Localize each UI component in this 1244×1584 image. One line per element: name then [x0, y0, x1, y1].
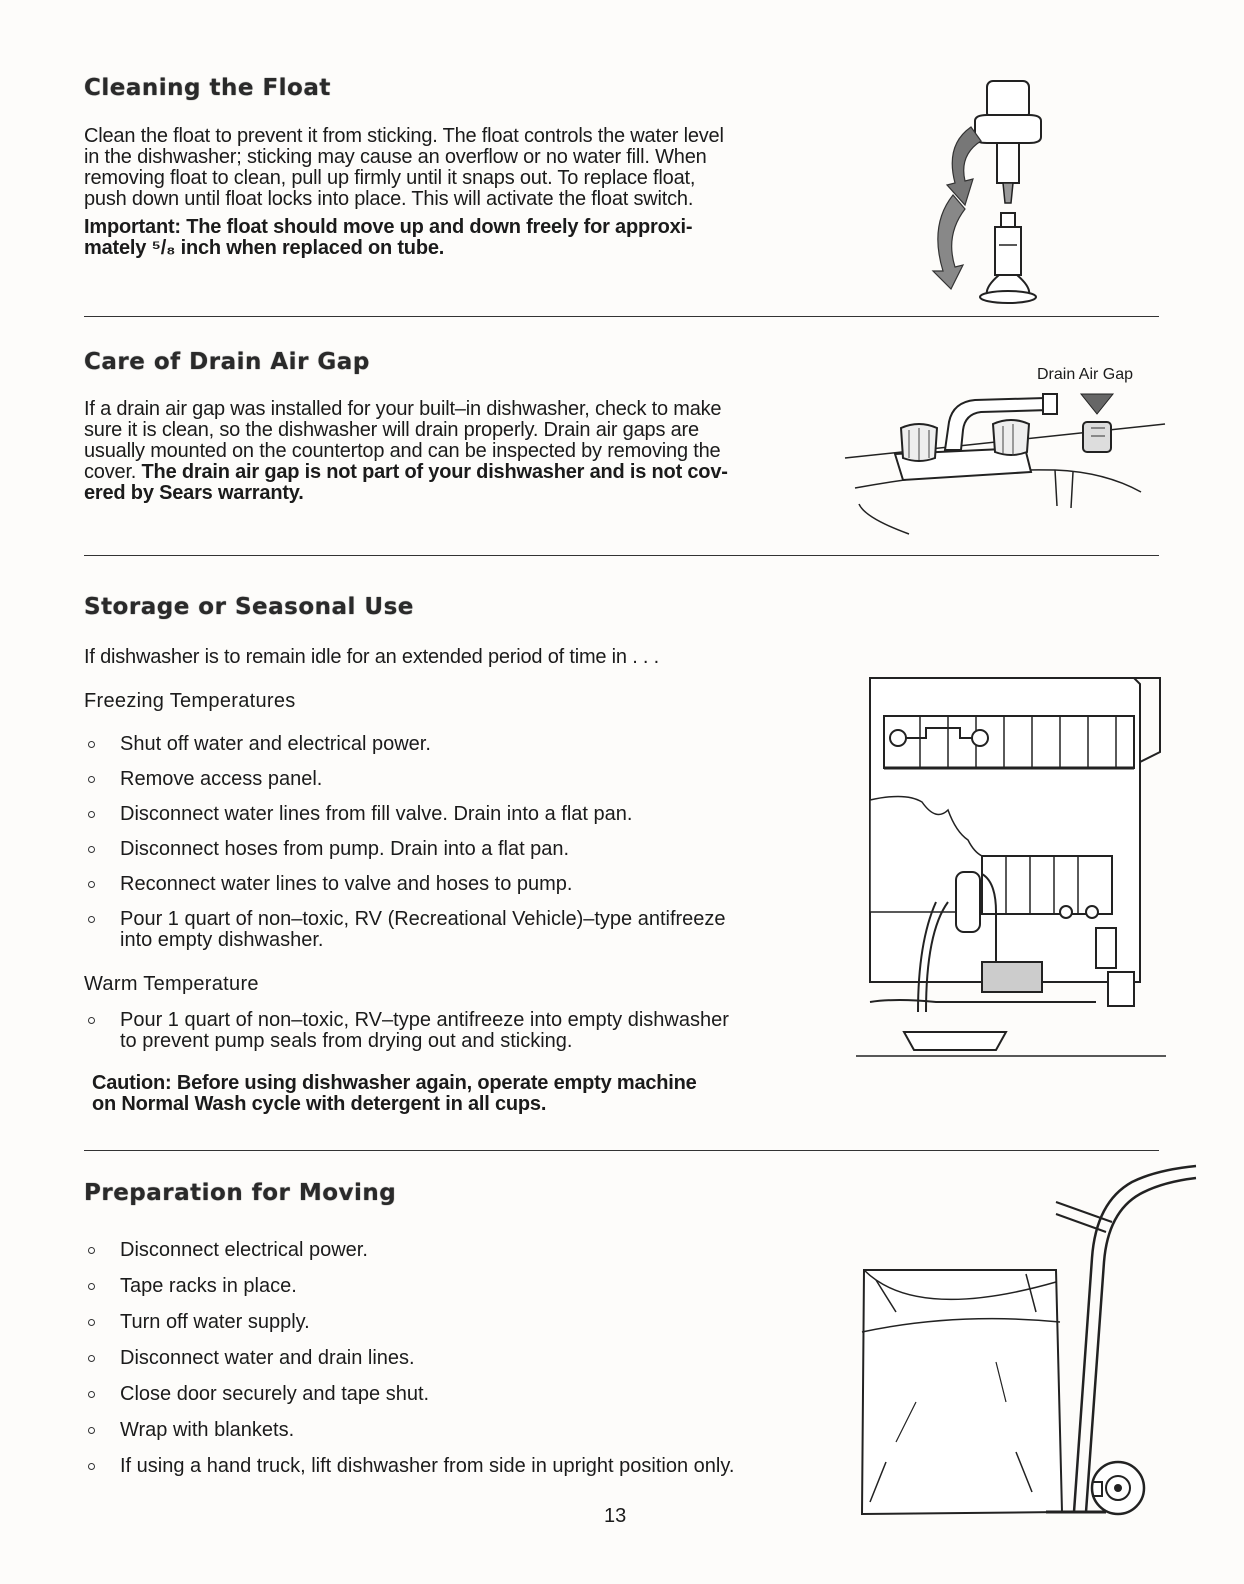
list-item: [84, 1456, 864, 1477]
list-item: [84, 804, 854, 825]
bullet-icon: [88, 881, 95, 888]
bullet-icon: [88, 1427, 95, 1434]
list-item-text: If using a hand truck, lift dishwasher from side in upright position only.: [120, 1455, 735, 1477]
section-heading-air-gap: Care of Drain Air Gap: [84, 349, 370, 375]
text-line: mately ⁵/₈ inch when replaced on tube.: [84, 237, 445, 259]
bullet-icon: [88, 811, 95, 818]
text-line: in the dishwasher; sticking may cause an overflow or no water fill. When: [84, 146, 707, 168]
list-item: [84, 1420, 864, 1441]
section-heading-moving: Preparation for Moving: [84, 1180, 397, 1206]
section-heading-float: Cleaning the Float: [84, 75, 331, 101]
list-item: [84, 1312, 864, 1333]
list-item: [84, 734, 854, 755]
list-item-text: into empty dishwasher.: [120, 929, 324, 951]
bullet-icon: [88, 916, 95, 923]
list-item: [84, 1240, 864, 1261]
bullet-icon: [88, 1247, 95, 1254]
list-item: [84, 769, 854, 790]
list-item-text: Remove access panel.: [120, 768, 323, 790]
storage-intro: If dishwasher is to remain idle for an extended period of time in . . .: [84, 646, 659, 668]
section-divider: [84, 316, 1159, 317]
freezing-subheading: Freezing Temperatures: [84, 690, 296, 712]
list-item: [84, 839, 854, 860]
text-line: If a drain air gap was installed for your built–in dishwasher, check to make: [84, 398, 722, 420]
warm-subheading: Warm Temperature: [84, 973, 259, 995]
figure-caption: Drain Air Gap: [1037, 366, 1134, 383]
bullet-icon: [88, 1355, 95, 1362]
section-divider: [84, 555, 1159, 556]
freezing-steps-list: [84, 734, 854, 951]
text-line: ered by Sears warranty.: [84, 482, 304, 504]
drain-air-gap-illustration: [845, 388, 1170, 538]
float-paragraph: [84, 126, 854, 210]
list-item-text: Shut off water and electrical power.: [120, 733, 431, 755]
page-number: 13: [604, 1505, 627, 1527]
list-item: [84, 874, 854, 895]
list-item: [84, 909, 854, 951]
list-item-text: Close door securely and tape shut.: [120, 1383, 430, 1405]
caution-note: [92, 1073, 872, 1115]
list-item-text: to prevent pump seals from drying out and sticking.: [120, 1030, 573, 1052]
list-item-text: Wrap with blankets.: [120, 1419, 295, 1441]
text-line: Clean the float to prevent it from sticking. The float controls the water level: [84, 125, 724, 147]
bullet-icon: [88, 1283, 95, 1290]
moving-steps-list: [84, 1240, 864, 1477]
list-item-text: Turn off water supply.: [120, 1311, 310, 1333]
list-item: [84, 1010, 854, 1052]
list-item: [84, 1276, 864, 1297]
bullet-icon: [88, 1463, 95, 1470]
list-item-text: Disconnect hoses from pump. Drain into a flat pan.: [120, 838, 570, 860]
warranty-note: The drain air gap is not part of your dishwasher and is not cov-: [141, 461, 728, 483]
section-heading-storage: Storage or Seasonal Use: [84, 594, 414, 620]
list-item-text: Disconnect water and drain lines.: [120, 1347, 415, 1369]
list-item-text: Pour 1 quart of non–toxic, RV–type antifreeze into empty dishwasher: [120, 1009, 729, 1031]
bullet-icon: [88, 776, 95, 783]
float-illustration: [925, 75, 1055, 305]
text-line: sure it is clean, so the dishwasher will drain properly. Drain air gaps are: [84, 419, 699, 441]
text-line: push down until float locks into place. This will activate the float switch.: [84, 188, 694, 210]
air-gap-paragraph: [84, 399, 859, 504]
bullet-icon: [88, 846, 95, 853]
bullet-icon: [88, 1319, 95, 1326]
list-item-text: Disconnect electrical power.: [120, 1239, 368, 1261]
text-span: cover.: [84, 461, 142, 483]
list-item-text: Tape racks in place.: [120, 1275, 297, 1297]
list-item-text: Pour 1 quart of non–toxic, RV (Recreational Vehicle)–type antifreeze: [120, 908, 726, 930]
text-line: removing float to clean, pull up firmly until it snaps out. To replace float,: [84, 167, 696, 189]
text-line: Caution: Before using dishwasher again, operate empty machine: [92, 1072, 697, 1094]
text-line: [84, 462, 859, 483]
bullet-icon: [88, 1391, 95, 1398]
warm-steps-list: [84, 1010, 854, 1052]
section-divider: [84, 1150, 1159, 1151]
text-line: usually mounted on the countertop and can be inspected by removing the: [84, 440, 721, 462]
list-item-text: Reconnect water lines to valve and hoses to pump.: [120, 873, 573, 895]
text-line: on Normal Wash cycle with detergent in all cups.: [92, 1093, 547, 1115]
bullet-icon: [88, 741, 95, 748]
list-item-text: Disconnect water lines from fill valve. Drain into a flat pan.: [120, 803, 633, 825]
list-item: [84, 1348, 864, 1369]
list-item: [84, 1384, 864, 1405]
hand-truck-illustration: [856, 1162, 1206, 1532]
bullet-icon: [88, 1017, 95, 1024]
float-important-note: [84, 217, 864, 259]
dishwasher-cutaway-illustration: [856, 672, 1166, 1062]
text-line: Important: The float should move up and down freely for approxi-: [84, 216, 693, 238]
